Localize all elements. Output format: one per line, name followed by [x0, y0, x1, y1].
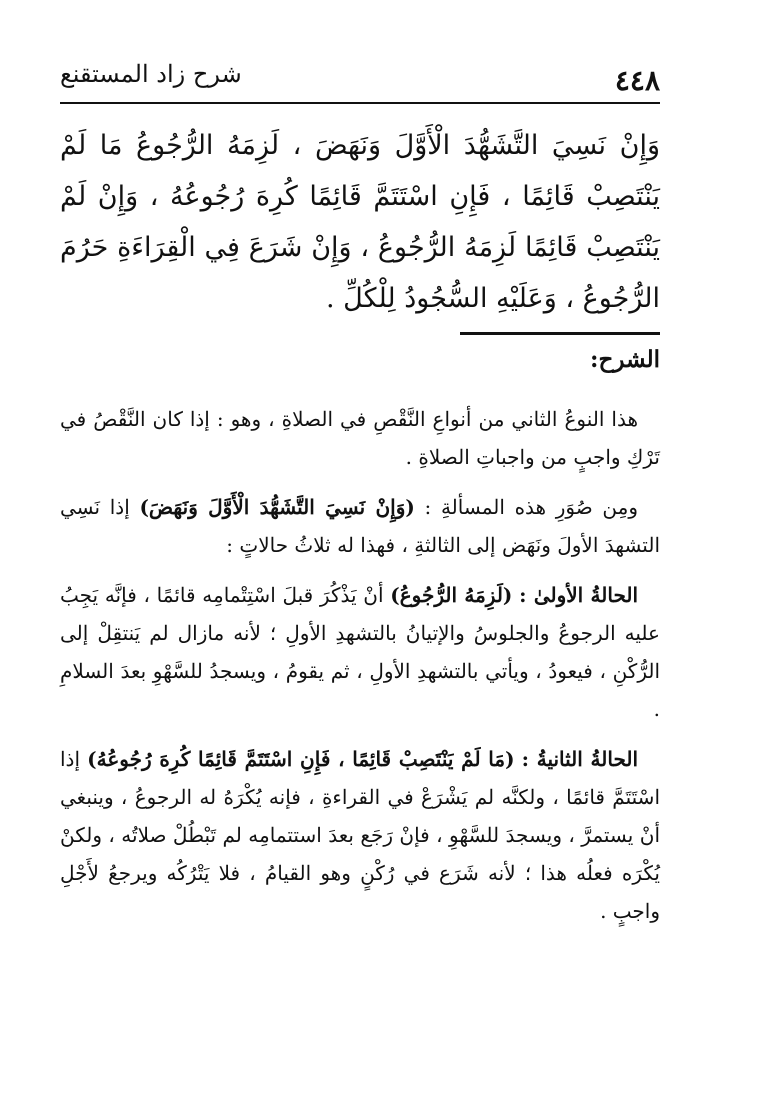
matn-quote: (لَزِمَهُ الرُّجُوعُ) [390, 583, 513, 607]
page-number: ٤٤٨ [614, 64, 660, 97]
sharh-heading: الشرح: [590, 346, 660, 373]
paragraph-text: هذا النوعُ الثاني من أنواعِ النَّقْصِ في الصلاةِ ، وهو : إذا كان النَّقْصُ في تَرْكِ واجبٍ من واجباتِ الصلاةِ . [60, 407, 660, 469]
matn-divider [460, 332, 660, 335]
commentary-paragraph [60, 488, 660, 564]
header-divider [60, 102, 660, 104]
matn-quote: (مَا لَمْ يَنْتَصِبْ قَائِمًا ، فَإِنِ اسْتَتَمَّ قَائِمًا كُرِهَ رُجُوعُهُ) [87, 747, 515, 771]
commentary-paragraph [60, 400, 660, 476]
paragraph-text: أنْ يَذْكُرَ قبلَ اسْتِتْمامِه قائمًا ، فإنَّه يَجِبُ عليه الرجوعُ والجلوسُ والإتيانُ بالتشهدِ الأولِ ؛ لأنه مازال لم يَنتقِلْ إلى الرُّكْنِ ، فيعودُ ، ويأتي بالتشهدِ الأولِ ، ثم يقومُ ، ويسجدُ للسَّهْوِ بعدَ السلامِ . [60, 583, 660, 721]
commentary-paragraph [60, 576, 660, 728]
paragraph-text: إذا نَسِي التشهدَ الأولَ ونَهَض إلى الثالثةِ ، فهذا له ثلاثُ حالاتٍ : [60, 495, 660, 557]
page-header [60, 58, 660, 102]
matn-text: وَإِنْ نَسِيَ التَّشَهُّدَ الْأَوَّلَ وَنَهَضَ ، لَزِمَهُ الرُّجُوعُ مَا لَمْ يَنْتَصِبْ قَائِمًا ، فَإِنِ اسْتَتَمَّ قَائِمًا كُرِهَ رُجُوعُهُ ، وَإِنْ لَمْ يَنْتَصِبْ قَائِمًا لَزِمَهُ الرُّجُوعُ ، وَإِنْ شَرَعَ فِي الْقِرَاءَةِ حَرُمَ الرُّجُوعُ ، وَعَلَيْهِ السُّجُودُ لِلْكُلِّ . [60, 130, 660, 314]
commentary-body [60, 400, 660, 942]
paragraph-intro: ومِن صُوَرِ هذه المسألةِ : [424, 495, 639, 519]
commentary-paragraph [60, 740, 660, 930]
paragraph-text: إذا اسْتَتَمَّ قائمًا ، ولكنَّه لم يَشْرَعْ في القراءةِ ، فإنه يُكْرَهُ له الرجوعُ ، وينبغي أنْ يستمرَّ ، ويسجدَ للسَّهْوِ ، فإنْ رَجَع بعدَ استتمامِه لم تَبْطُلْ صلاتُه ، ولكنْ يُكْرَه فعلُه هذا ؛ لأنه شَرَع في رُكْنٍ وهو القيامُ ، فلا يَتْرُكُه ويرجعُ لأَجْلِ واجبٍ . [60, 747, 660, 923]
matn-quote: (وَإِنْ نَسِيَ التَّشَهُّدَ الْأَوَّلَ وَنَهَضَ) [139, 495, 415, 519]
case-heading: الحالةُ الثانيةُ : [521, 747, 639, 771]
case-heading: الحالةُ الأولىٰ : [519, 583, 639, 607]
book-title: شرح زاد المستقنع [60, 60, 242, 88]
